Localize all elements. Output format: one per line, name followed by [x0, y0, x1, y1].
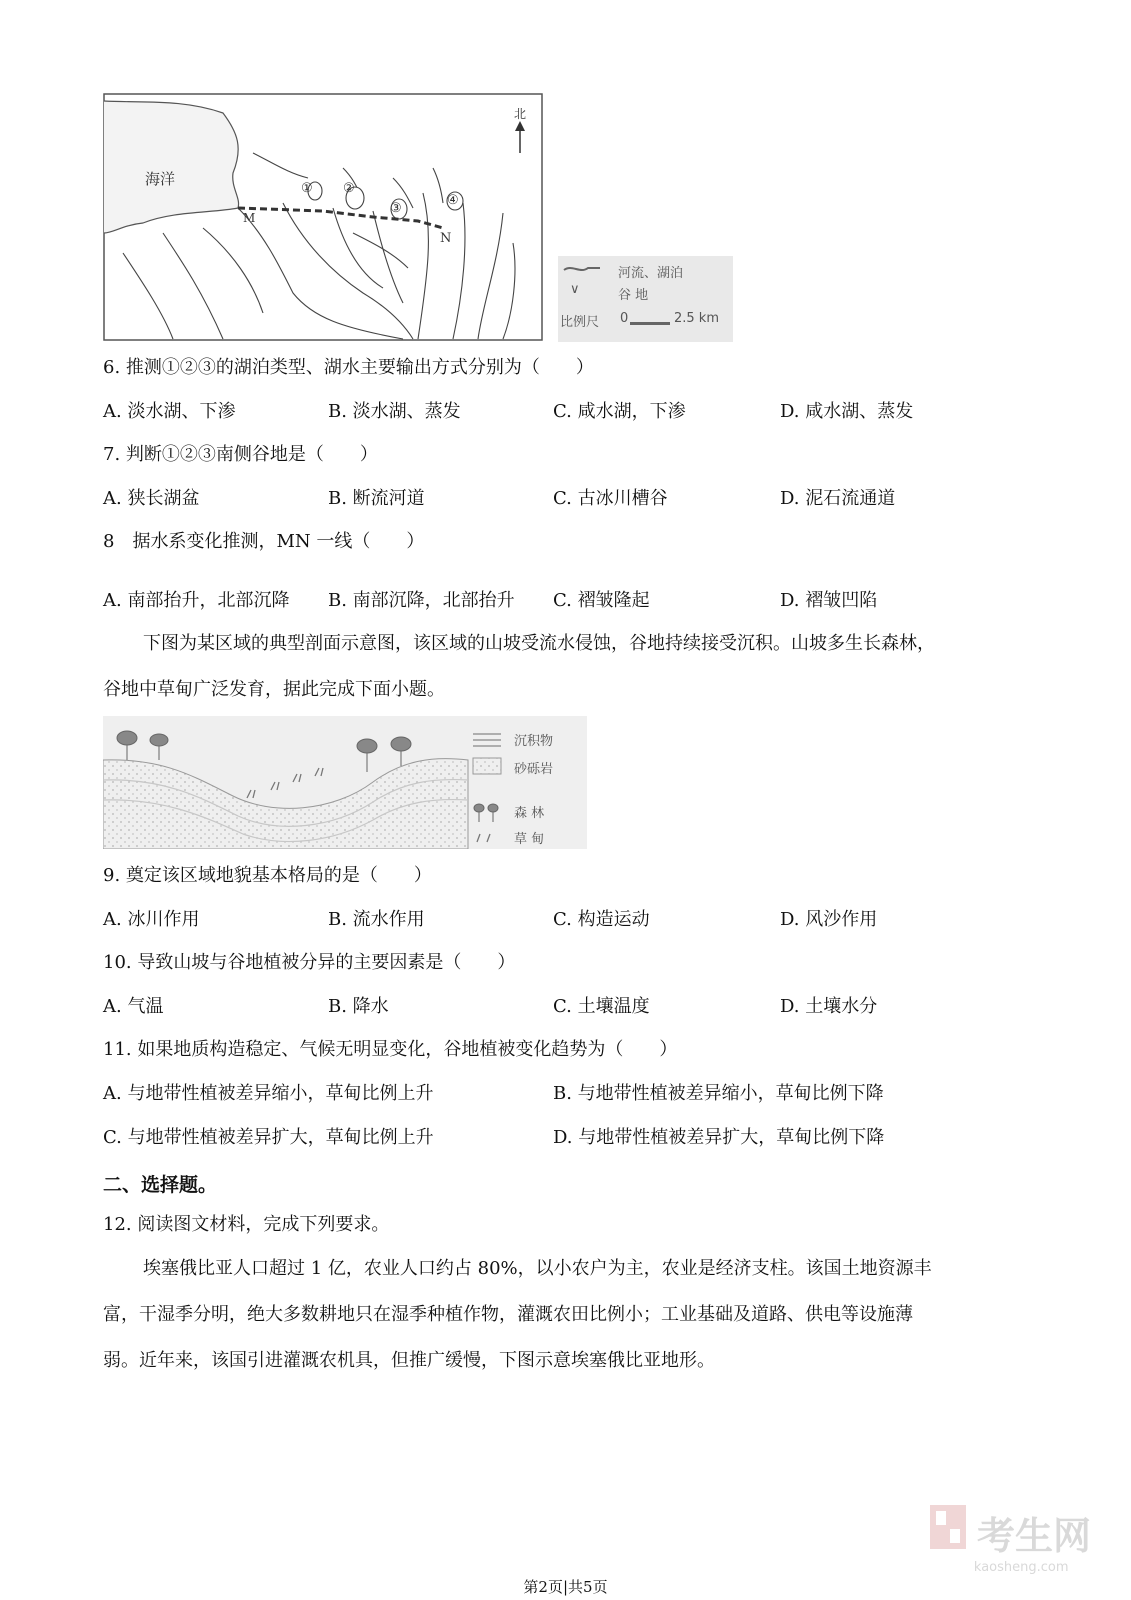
watermark-domain: kaosheng.com [973, 1560, 1069, 1575]
watermark [930, 1505, 1091, 1575]
q9-option-c: C. 构造运动 [553, 909, 650, 930]
q12-material [103, 1246, 1033, 1384]
legend-scale-value: 2.5 km [674, 311, 719, 326]
marker-1: ① [301, 181, 313, 196]
intro-line-2: 谷地中草甸广泛发育，据此完成下面小题。 [103, 679, 445, 700]
section-2-title: 二、选择题。 [103, 1174, 218, 1196]
q8-option-b: B. 南部沉降，北部抬升 [328, 590, 515, 611]
scale-bar [630, 322, 670, 325]
marker-4: ④ [447, 193, 459, 208]
q9-option-d: D. 风沙作用 [780, 909, 878, 930]
q8-option-c: C. 褶皱隆起 [553, 590, 650, 611]
legend-scale-label: 比例尺 [560, 315, 600, 330]
intro-paragraph [103, 621, 1033, 713]
map-legend [558, 256, 733, 342]
intro-line-1: 下图为某区域的典型剖面示意图，该区域的山坡受流水侵蚀，谷地持续接受沉积。山坡多生长森林， [143, 633, 935, 654]
q12-line-2: 富，干湿季分明，绝大多数耕地只在湿季种植作物，灌溉农田比例小；工业基础及道路、供电等设施薄 [103, 1304, 913, 1325]
q10-option-d: D. 土壤水分 [780, 996, 878, 1017]
q12-stem: 12. 阅读图文材料，完成下列要求。 [103, 1214, 390, 1235]
marker-3: ③ [390, 201, 402, 216]
legend-valley: 谷 地 [618, 288, 649, 303]
q10-stem: 10. 导致山坡与谷地植被分异的主要因素是（ ） [103, 952, 516, 973]
q10-option-a: A. 气温 [103, 996, 164, 1017]
q6-option-a: A. 淡水湖、下渗 [103, 401, 236, 422]
legend-forest: 森 林 [514, 806, 545, 821]
q10-option-c: C. 土壤温度 [553, 996, 650, 1017]
q6-stem: 6. 推测①②③的湖泊类型、湖水主要输出方式分别为（ ） [103, 357, 594, 378]
legend-conglomerate: 砂砾岩 [514, 762, 554, 777]
watermark-logo-icon [930, 1505, 966, 1549]
map-figure [103, 93, 543, 341]
map-drawing [103, 93, 543, 341]
q11-option-a: A. 与地带性植被差异缩小，草甸比例上升 [103, 1083, 434, 1104]
q8-option-d: D. 褶皱凹陷 [780, 590, 878, 611]
q8-stem: 8 据水系变化推测，MN 一线（ ） [103, 531, 425, 552]
q6-option-d: D. 咸水湖、蒸发 [780, 401, 914, 422]
q9-option-a: A. 冰川作用 [103, 909, 200, 930]
point-m-label: M [243, 211, 256, 225]
q9-stem: 9. 奠定该区域地貌基本格局的是（ ） [103, 865, 432, 886]
q7-stem: 7. 判断①②③南侧谷地是（ ） [103, 444, 378, 465]
q7-option-c: C. 古冰川槽谷 [553, 488, 668, 509]
q8-option-a: A. 南部抬升，北部沉降 [103, 590, 290, 611]
q11-stem: 11. 如果地质构造稳定、气候无明显变化，谷地植被变化趋势为（ ） [103, 1039, 678, 1060]
watermark-brand: 考生网 [976, 1514, 1091, 1558]
north-label: 北 [514, 107, 527, 121]
marker-2: ② [343, 181, 355, 196]
q12-line-3: 弱。近年来，该国引进灌溉农机具，但推广缓慢，下图示意埃塞俄比亚地形。 [103, 1350, 715, 1371]
q7-option-b: B. 断流河道 [328, 488, 425, 509]
q6-option-c: C. 咸水湖，下渗 [553, 401, 686, 422]
ocean-label: 海洋 [145, 170, 176, 188]
page-footer: 第2页|共5页 [523, 1578, 608, 1596]
q11-option-c: C. 与地带性植被差异扩大，草甸比例上升 [103, 1127, 434, 1148]
legend-sediment: 沉积物 [514, 734, 554, 749]
point-n-label: N [440, 231, 452, 246]
q12-line-1: 埃塞俄比亚人口超过 1 亿，农业人口约占 80%，以小农户为主，农业是经济支柱。该国土地资源丰 [143, 1258, 932, 1279]
q7-option-a: A. 狭长湖盆 [103, 488, 200, 509]
profile-figure [103, 716, 587, 849]
q10-option-b: B. 降水 [328, 996, 389, 1017]
river-lake-symbol [562, 260, 602, 280]
legend-meadow: 草 甸 [514, 832, 545, 847]
valley-symbol: ∨ [570, 282, 580, 297]
q6-option-b: B. 淡水湖、蒸发 [328, 401, 461, 422]
q11-option-d: D. 与地带性植被差异扩大，草甸比例下降 [553, 1127, 885, 1148]
q11-option-b: B. 与地带性植被差异缩小，草甸比例下降 [553, 1083, 884, 1104]
legend-scale-zero: 0 [620, 311, 629, 326]
q9-option-b: B. 流水作用 [328, 909, 425, 930]
q7-option-d: D. 泥石流通道 [780, 488, 896, 509]
legend-river-lake: 河流、湖泊 [618, 266, 684, 281]
